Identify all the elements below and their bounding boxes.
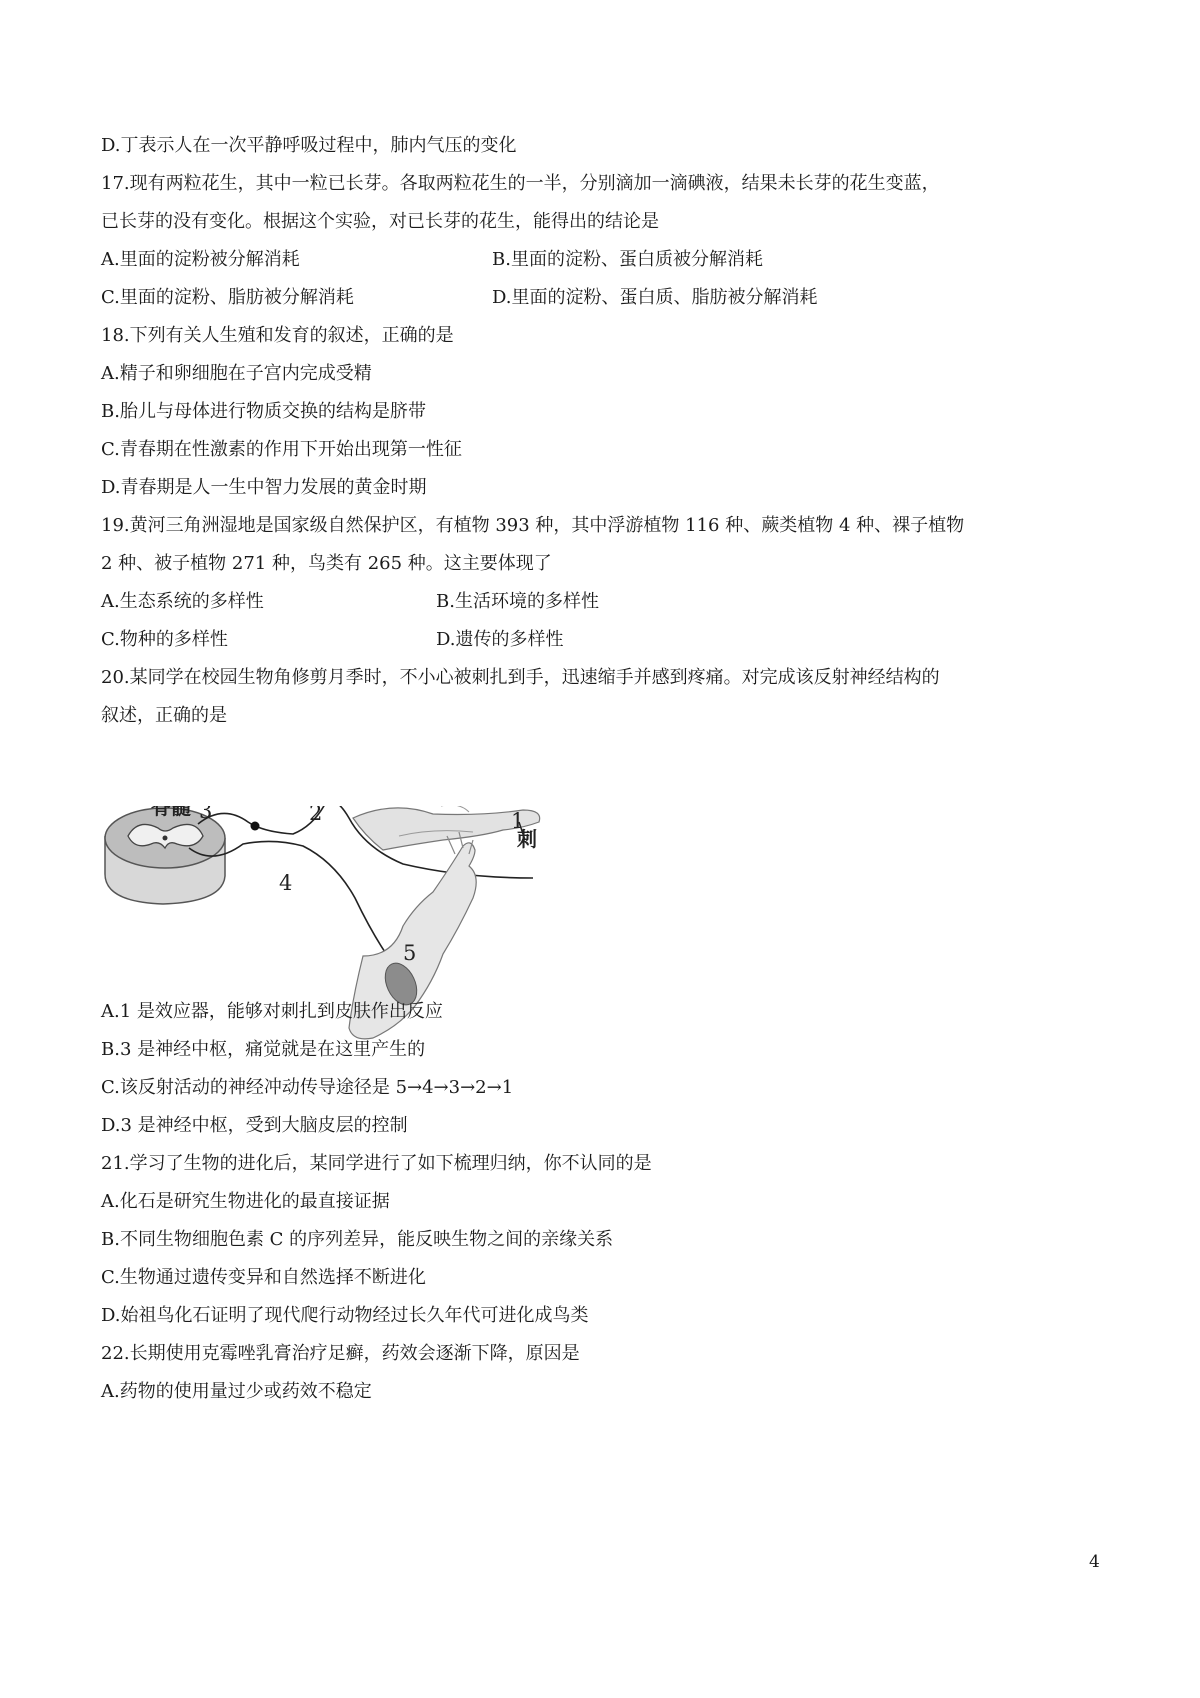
q18-option-a: A.精子和卵细胞在子宫内完成受精 (101, 363, 372, 384)
q17-stem-line-2: 已长芽的没有变化。根据这个实验，对已长芽的花生，能得出的结论是 (101, 211, 659, 232)
q20-stem-line-1: 20.某同学在校园生物角修剪月季时，不小心被刺扎到手，迅速缩手并感到疼痛。对完成该反射神经结构的 (101, 667, 940, 688)
q19-option-d: D.遗传的多样性 (436, 629, 564, 650)
q19-stem-line-1: 19.黄河三角洲湿地是国家级自然保护区，有植物 393 种，其中浮游植物 116 种、蕨类植物 4 种、裸子植物 (101, 515, 965, 536)
q21-stem: 21.学习了生物的进化后，某同学进行了如下梳理归纳，你不认同的是 (101, 1153, 652, 1174)
q20-option-d: D.3 是神经中枢，受到大脑皮层的控制 (101, 1115, 408, 1136)
q19-option-b: B.生活环境的多样性 (436, 591, 599, 612)
q19-stem-line-2: 2 种、被子植物 271 种，鸟类有 265 种。这主要体现了 (101, 553, 552, 574)
label-1: 1 (511, 809, 525, 833)
q20-option-a: A.1 是效应器，能够对刺扎到皮肤作出反应 (101, 1001, 443, 1022)
q18-stem: 18.下列有关人生殖和发育的叙述，正确的是 (101, 325, 454, 346)
q18-option-d: D.青春期是人一生中智力发展的黄金时期 (101, 477, 427, 498)
label-3: 3 (199, 806, 213, 823)
q20-option-c: C.该反射活动的神经冲动传导途径是 5→4→3→2→1 (101, 1077, 514, 1098)
q22-option-a: A.药物的使用量过少或药效不稳定 (101, 1381, 372, 1402)
q21-option-a: A.化石是研究生物进化的最直接证据 (101, 1191, 390, 1212)
q20-stem-line-2: 叙述，正确的是 (101, 705, 227, 726)
q22-stem: 22.长期使用克霉唑乳膏治疗足癣，药效会逐渐下降，原因是 (101, 1343, 580, 1364)
label-5: 5 (403, 941, 417, 965)
label-4: 4 (279, 871, 293, 895)
label-spinal-cord: 脊髓 (151, 806, 191, 819)
label-thorn: 刺 (517, 827, 537, 851)
q19-option-a: A.生态系统的多样性 (101, 591, 264, 612)
q17-option-d: D.里面的淀粉、蛋白质、脂肪被分解消耗 (492, 287, 818, 308)
q21-option-c: C.生物通过遗传变异和自然选择不断进化 (101, 1267, 426, 1288)
q18-option-c: C.青春期在性激素的作用下开始出现第一性征 (101, 439, 462, 460)
q17-stem-line-1: 17.现有两粒花生，其中一粒已长芽。各取两粒花生的一半，分别滴加一滴碘液，结果未长芽的花生变蓝， (101, 173, 940, 194)
q19-option-c: C.物种的多样性 (101, 629, 228, 650)
q21-option-b: B.不同生物细胞色素 C 的序列差异，能反映生物之间的亲缘关系 (101, 1229, 614, 1250)
q20-option-b: B.3 是神经中枢，痛觉就是在这里产生的 (101, 1039, 426, 1060)
page-number: 4 (1089, 1552, 1100, 1572)
q18-option-b: B.胎儿与母体进行物质交换的结构是脐带 (101, 401, 426, 422)
q17-option-b: B.里面的淀粉、蛋白质被分解消耗 (492, 249, 763, 270)
q17-option-a: A.里面的淀粉被分解消耗 (101, 249, 300, 270)
label-2: 2 (309, 806, 323, 825)
ganglion (251, 822, 260, 831)
q17-option-c: C.里面的淀粉、脂肪被分解消耗 (101, 287, 354, 308)
q21-option-d: D.始祖鸟化石证明了现代爬行动物经过长久年代可进化成鸟类 (101, 1305, 589, 1326)
q16-option-d: D.丁表示人在一次平静呼吸过程中，肺内气压的变化 (101, 135, 517, 156)
